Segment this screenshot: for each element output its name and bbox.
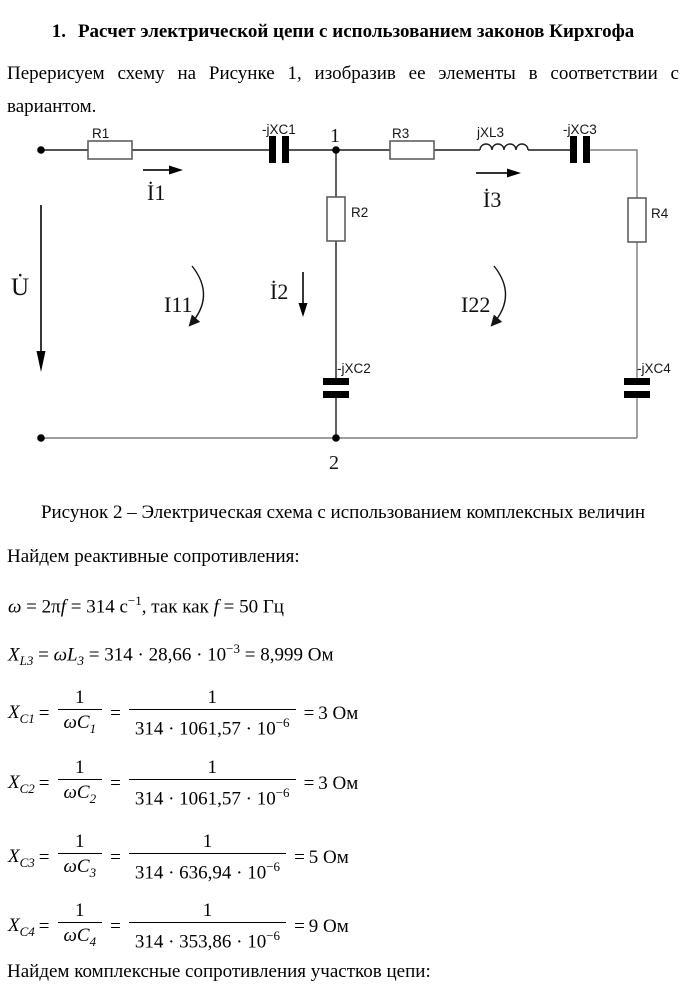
fraction-denominator xyxy=(58,709,103,741)
formula-omega-f2: f xyxy=(213,596,219,618)
equals-sign: = xyxy=(38,847,50,869)
label-node-1: 1 xyxy=(330,125,340,147)
equals-sign: = xyxy=(303,703,315,725)
equals-sign: = xyxy=(294,847,305,869)
equals-sign: = xyxy=(110,847,121,869)
fraction-symbolic xyxy=(58,831,103,885)
fraction-denominator xyxy=(58,853,103,885)
formula-xc1-lhs xyxy=(8,702,35,727)
equals-sign: = xyxy=(38,916,50,938)
label-r2: R2 xyxy=(351,205,369,220)
den-sub: 4 xyxy=(89,934,97,950)
label-node-2: 2 xyxy=(329,452,339,474)
den-value: 314 · 636,94 · 10 xyxy=(134,862,267,884)
formula-xc4-result: 9 Ом xyxy=(308,916,349,938)
formula-omega-eq: = 2π xyxy=(21,596,61,618)
formula-xl3 xyxy=(8,641,333,669)
formula-xc3 xyxy=(8,831,349,885)
formula-xc1-sub: C1 xyxy=(19,710,35,726)
label-c2: -jXC2 xyxy=(337,361,371,376)
capacitor-c1 xyxy=(269,136,289,163)
formula-omega-val: = 314 с xyxy=(66,596,128,618)
formula-xl3-sub: L3 xyxy=(19,653,34,669)
resistor-r3 xyxy=(390,141,434,159)
fraction-denominator xyxy=(129,779,296,811)
formula-xc3-var: X xyxy=(8,845,20,867)
fraction-numerator: 1 xyxy=(75,831,85,853)
lead-find-complex: Найдем комплексные сопротивления участков цепи: xyxy=(7,961,431,982)
equals-sign: = xyxy=(38,703,50,725)
fraction-denominator xyxy=(129,922,286,954)
label-voltage-u: U̇ xyxy=(11,274,30,301)
label-loop-i22: I22 xyxy=(461,292,491,317)
formula-xc3-sub: C3 xyxy=(19,854,35,870)
current-arrow-i3 xyxy=(476,169,521,178)
fraction-numerator: 1 xyxy=(207,757,217,778)
fraction-numeric xyxy=(129,831,286,885)
resistor-r1 xyxy=(88,141,132,159)
formula-xc4-var: X xyxy=(8,914,20,936)
fraction-numerator: 1 xyxy=(75,757,85,779)
fraction-symbolic xyxy=(58,757,103,811)
formula-xc2-lhs xyxy=(8,772,35,797)
fraction-symbolic xyxy=(58,687,103,741)
formula-omega-text: , так как xyxy=(141,596,214,618)
formula-xl3-var: X xyxy=(8,644,20,666)
resistor-r2 xyxy=(327,197,345,241)
resistor-r4 xyxy=(628,198,646,242)
label-current-i2: İ2 xyxy=(270,279,289,304)
den-var: ωC xyxy=(63,712,90,734)
equals-sign: = xyxy=(110,703,121,725)
formula-xc2 xyxy=(8,757,358,811)
fraction-numerator: 1 xyxy=(75,687,85,709)
fraction-denominator xyxy=(58,779,103,811)
den-var: ωC xyxy=(63,925,90,947)
formula-xl3-eq1: = xyxy=(33,644,54,666)
formula-xc3-lhs xyxy=(8,846,35,871)
den-var: ωC xyxy=(63,782,90,804)
formula-omega-sup: −1 xyxy=(127,593,142,608)
den-sub: 3 xyxy=(89,865,97,881)
equals-sign: = xyxy=(110,773,121,795)
label-l3: jXL3 xyxy=(477,125,505,140)
section-title-text: Расчет электрической цепи с использованием законов Кирхгофа xyxy=(77,21,635,42)
formula-omega-var: ω xyxy=(8,596,22,618)
label-loop-i11: I11 xyxy=(164,292,193,317)
loop-arrow-i22 xyxy=(492,266,506,325)
fraction-denominator xyxy=(129,853,286,885)
formula-xc4-sub: C4 xyxy=(19,923,35,939)
formula-xc1-result: 3 Ом xyxy=(318,703,359,725)
formula-omega-f: f xyxy=(60,596,67,618)
label-current-i1: İ1 xyxy=(147,180,166,205)
current-arrow-i1 xyxy=(143,166,183,175)
formula-xc3-result: 5 Ом xyxy=(308,847,349,869)
den-var: ωC xyxy=(63,856,90,878)
fraction-numeric xyxy=(129,757,296,811)
formula-xc2-sub: C2 xyxy=(19,780,35,796)
capacitor-c2 xyxy=(323,378,349,398)
capacitor-c4 xyxy=(624,378,650,398)
formula-xl3-wl-sub: 3 xyxy=(77,653,85,669)
den-value: 314 · 353,86 · 10 xyxy=(134,931,267,953)
circuit-diagram xyxy=(0,115,686,487)
label-r1: R1 xyxy=(92,126,110,141)
label-current-i3: İ3 xyxy=(483,187,502,212)
den-value: 314 · 1061,57 · 10 xyxy=(134,718,276,740)
fraction-symbolic xyxy=(58,900,103,954)
current-arrow-i2 xyxy=(299,272,308,317)
equals-sign: = xyxy=(294,916,305,938)
den-sup: −6 xyxy=(275,715,290,730)
formula-xl3-wl: ωL xyxy=(53,644,78,666)
equals-sign: = xyxy=(38,773,50,795)
den-sup: −6 xyxy=(266,928,281,943)
formula-omega-freq: = 50 Гц xyxy=(218,596,284,618)
formula-omega xyxy=(8,593,284,618)
section-title xyxy=(0,21,686,43)
fraction-denominator xyxy=(129,709,296,741)
formula-xl3-calc: = 314 · 28,66 · 10 xyxy=(84,644,227,666)
den-sub: 2 xyxy=(89,791,97,807)
fraction-numerator: 1 xyxy=(207,687,217,708)
label-c1: -jXC1 xyxy=(262,122,296,137)
label-c4: -jXC4 xyxy=(637,361,671,376)
label-r3: R3 xyxy=(392,126,410,141)
lead-find-reactive: Найдем реактивные сопротивления: xyxy=(7,546,300,567)
fraction-numeric xyxy=(129,687,296,741)
fraction-denominator xyxy=(58,922,103,954)
formula-xc4-lhs xyxy=(8,915,35,940)
fraction-numerator: 1 xyxy=(202,900,213,921)
intro-paragraph: Перерисуем схему на Рисунке 1, изобразив ее элементы в соответствии с вариантом. xyxy=(7,63,679,117)
den-value: 314 · 1061,57 · 10 xyxy=(134,788,276,810)
den-sub: 1 xyxy=(89,721,97,737)
label-r4: R4 xyxy=(651,206,669,221)
formula-xc4 xyxy=(8,900,349,954)
formula-xl3-sup: −3 xyxy=(226,641,241,656)
label-c3: -jXC3 xyxy=(563,122,597,137)
equals-sign: = xyxy=(303,773,315,795)
inductor-l3 xyxy=(480,144,528,150)
formula-xl3-result: = 8,999 Ом xyxy=(240,644,334,666)
formula-xc2-var: X xyxy=(8,771,20,793)
fraction-numeric xyxy=(129,900,286,954)
fraction-numerator: 1 xyxy=(202,831,213,852)
fraction-numerator: 1 xyxy=(75,900,85,922)
formula-xc1-var: X xyxy=(8,701,20,723)
voltage-arrow xyxy=(37,205,46,372)
figure-caption: Рисунок 2 – Электрическая схема с использованием комплексных величин xyxy=(40,502,646,523)
section-number: 1. xyxy=(51,21,66,42)
capacitor-c3 xyxy=(570,136,590,163)
den-sup: −6 xyxy=(275,785,290,800)
den-sup: −6 xyxy=(266,859,281,874)
equals-sign: = xyxy=(110,916,121,938)
formula-xc1 xyxy=(8,687,358,741)
formula-xc2-result: 3 Ом xyxy=(318,773,359,795)
